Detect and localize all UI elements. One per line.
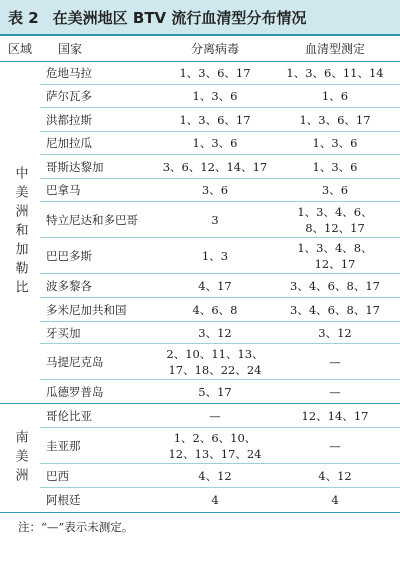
table-row [40,179,400,202]
country-cell: 巴拿马 [46,183,81,197]
serotype-cell: 1、3、6、11、14 [286,66,384,80]
table-row [40,488,400,512]
country-cell: 巴巴多斯 [46,248,92,263]
table-title [0,0,400,36]
country-cell: 马提尼克岛 [46,354,104,369]
virus-cell: 5、17 [198,384,232,399]
region-cell [0,62,40,403]
header-country: 国家 [58,42,83,56]
virus-cell: 2、10、11、13、 17、18、22、24 [166,346,264,377]
table-row [40,85,400,108]
table-row [40,274,400,298]
virus-cell: 4、6、8 [192,302,238,317]
serotype-cell: 3、4、6、8、17 [290,278,380,293]
country-cell: 萨尔瓦多 [46,89,92,103]
table-title-text: 在美洲地区 BTV 流行血清型分布情况 [52,8,307,27]
virus-cell: 1、3、6 [192,89,238,103]
table-body [0,62,400,513]
country-cell: 多米尼加共和国 [46,302,127,317]
virus-cell: 1、2、6、10、 12、13、17、24 [168,430,262,461]
country-cell: 瓜德罗普岛 [46,384,104,399]
country-cell: 特立尼达和多巴哥 [46,212,138,227]
serotype-cell: 3、4、6、8、17 [290,302,380,317]
serotype-cell: — [329,438,341,453]
serotype-cell: 4 [331,493,339,507]
country-cell: 阿根廷 [46,493,81,507]
region-group [0,62,400,404]
country-cell: 尼加拉瓜 [46,136,92,150]
table-row [40,464,400,488]
virus-cell: 3、6、12、14、17 [162,159,268,174]
virus-cell: 4、17 [198,278,232,293]
serotype-cell: 1、3、6、17 [299,112,371,127]
virus-cell: 1、3、6、17 [179,66,251,80]
virus-cell: 1、3、6 [192,136,238,150]
country-cell: 圭亚那 [46,438,81,453]
table-row [40,404,400,428]
serotype-cell: 1、3、6 [312,136,358,150]
table-row [40,62,400,85]
serotype-cell: 4、12 [318,468,352,483]
serotype-cell: 1、3、6 [312,159,358,174]
serotype-cell: 1、3、4、8、 12、17 [297,240,373,271]
country-cell: 波多黎各 [46,278,92,293]
country-cell: 危地马拉 [46,66,92,80]
table-row [40,428,400,464]
table-row [40,298,400,322]
virus-cell: 3 [211,212,219,227]
table-row [40,202,400,238]
region-name: 南美洲 [12,429,28,487]
table-row [40,132,400,155]
serotype-cell: 12、14、17 [301,408,369,423]
virus-cell: 4 [211,493,219,507]
serotype-cell: — [329,354,341,369]
table-row [40,322,400,344]
table-row [40,155,400,179]
country-cell: 牙买加 [46,325,81,340]
region-name: 中美洲和加勒比 [12,166,28,299]
table-row [40,344,400,380]
serotype-cell: 1、6 [321,89,349,103]
serotype-cell: 3、6 [321,183,349,197]
region-rows [40,404,400,512]
virus-cell: 3、12 [198,325,232,340]
region-rows [40,62,400,403]
serotype-cell: — [329,384,341,399]
table-header-row [0,36,400,62]
table-row [40,238,400,274]
region-group [0,404,400,513]
virus-cell: 4、12 [198,468,232,483]
virus-cell: 1、3 [201,248,229,263]
header-serotype: 血清型测定 [304,42,365,56]
country-cell: 哥伦比亚 [46,408,92,423]
country-cell: 巴西 [46,468,69,483]
virus-cell: 3、6 [201,183,229,197]
header-virus: 分离病毒 [190,42,239,56]
virus-cell: — [209,408,221,423]
country-cell: 哥斯达黎加 [46,159,104,174]
virus-cell: 1、3、6、17 [179,112,251,127]
serotype-cell: 1、3、4、6、 8、12、17 [297,204,373,235]
region-cell [0,404,40,512]
serotype-cell: 3、12 [318,325,352,340]
header-region: 区域 [7,42,32,56]
table-number: 表 2 [8,8,39,27]
table-row [40,108,400,132]
table-note: 注：“—”表示未测定。 [18,520,134,534]
table-row [40,380,400,403]
country-cell: 洪都拉斯 [46,112,92,127]
